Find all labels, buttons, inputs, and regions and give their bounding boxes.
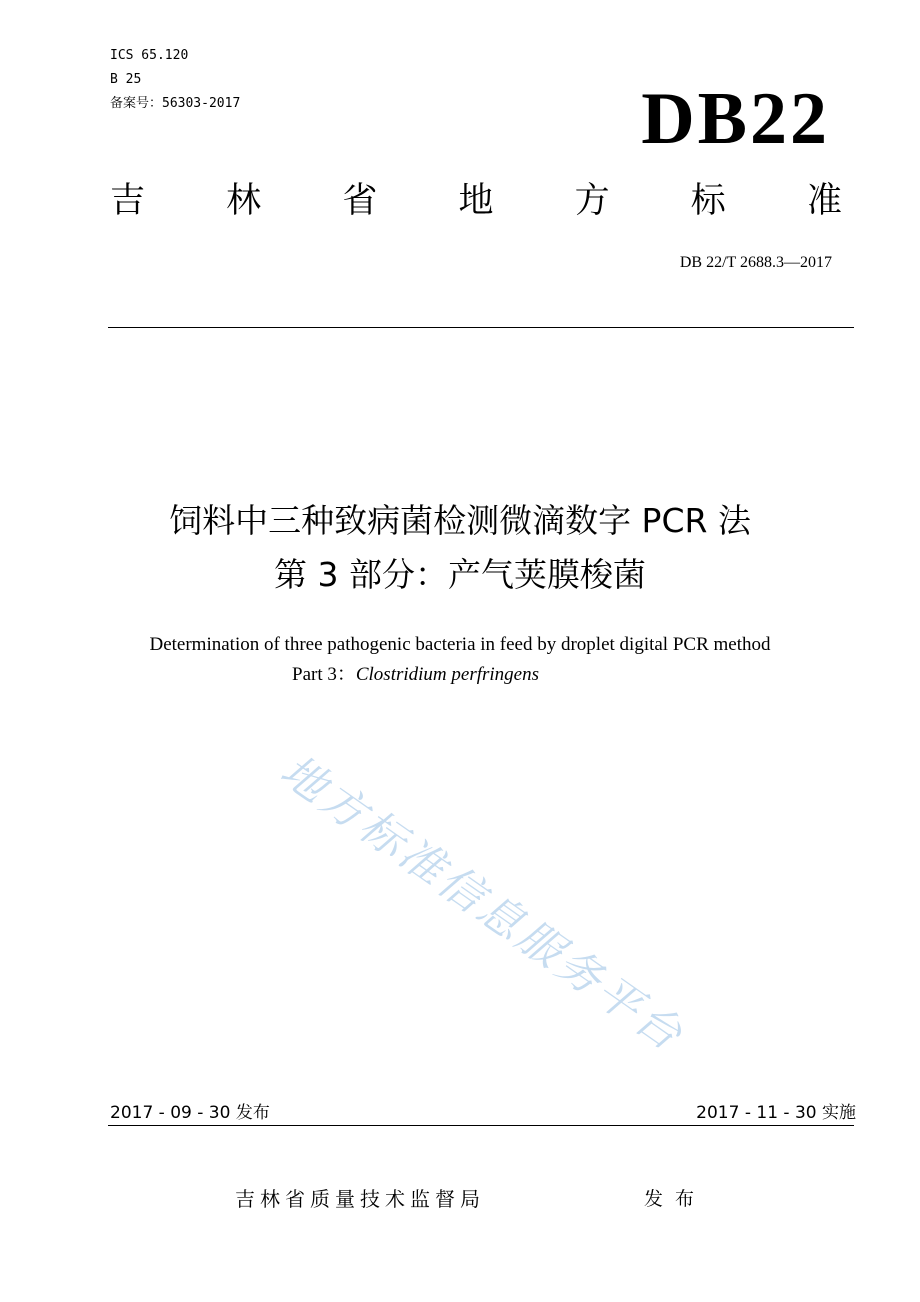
standard-type-char: 准 — [806, 181, 842, 221]
standard-type-char: 方 — [574, 181, 610, 221]
watermark: 地方标准信息服务平台 — [271, 745, 694, 1063]
standard-type-char: 吉 — [110, 181, 146, 221]
title-english-line-2 — [292, 662, 539, 688]
implementation-date: 2017 - 11 - 30 实施 — [696, 1103, 856, 1123]
standard-type-char: 地 — [458, 181, 494, 221]
title-chinese-line-2: 第 3 部分：产气荚膜梭菌 — [274, 555, 646, 594]
db-code-logo: DB22 — [641, 78, 830, 160]
issue-label: 发布 — [644, 1188, 707, 1210]
standard-type-heading — [110, 178, 842, 224]
title-chinese-line-1: 饲料中三种致病菌检测微滴数字 PCR 法 — [169, 501, 751, 540]
title-english-part-label: Part 3： — [292, 664, 356, 685]
top-divider — [108, 327, 854, 328]
ics-code: ICS 65.120 — [110, 48, 189, 63]
issue-date: 2017 - 09 - 30 发布 — [110, 1103, 270, 1123]
standard-type-char: 林 — [226, 181, 262, 221]
standard-number: DB 22/T 2688.3—2017 — [679, 254, 832, 271]
title-english-line-1: Determination of three pathogenic bacteria in feed by droplet digital PCR method — [149, 634, 771, 655]
title-english-species: Clostridium perfringens — [355, 664, 540, 685]
standard-type-char: 标 — [690, 181, 726, 221]
bottom-divider — [108, 1125, 854, 1126]
record-number: 备案号：56303-2017 — [110, 96, 241, 111]
standard-type-char: 省 — [342, 181, 378, 221]
classification-code: B 25 — [110, 72, 142, 87]
issuing-authority: 吉林省质量技术监督局 — [235, 1187, 485, 1211]
